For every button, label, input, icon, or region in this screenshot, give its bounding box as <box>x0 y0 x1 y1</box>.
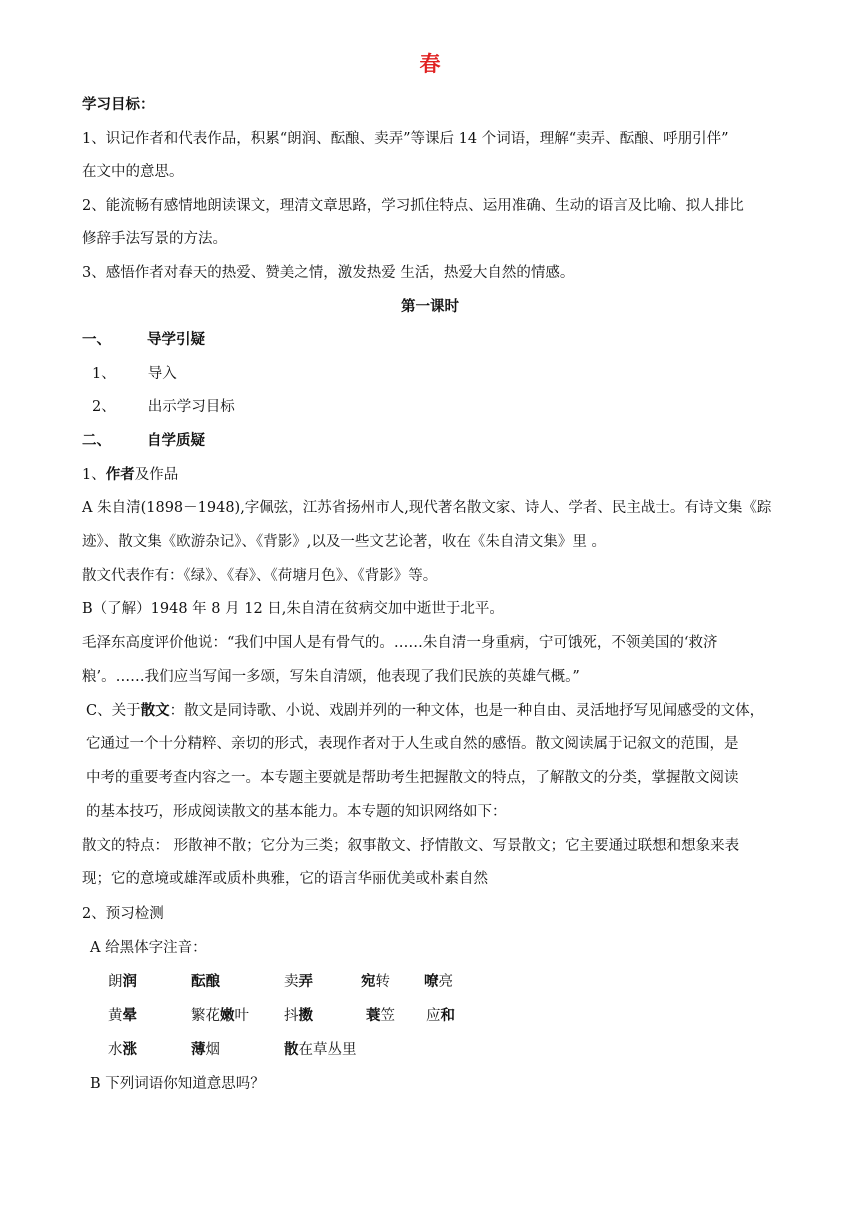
word: 应和 <box>426 1008 455 1024</box>
objective-2-line-1: 2、能流畅有感情地朗读课文，理清文章思路，学习抓住特点、运用准确、生动的语言及比喻、拟人排比 <box>82 198 744 214</box>
word: 嘹亮 <box>424 974 453 990</box>
section-2-title: 自学质疑 <box>147 433 205 449</box>
word: 抖擞 <box>284 1008 313 1024</box>
word: 酝酿 <box>191 974 220 990</box>
mao-quote-line-1: 毛泽东高度评价他说：“我们中国人是有骨气的。……朱自清一身重病，宁可饿死，不领美国的‘救济 <box>82 635 718 651</box>
sub-item-1: 1、 导入 <box>92 366 177 382</box>
section-2-number: 二、 <box>82 433 111 449</box>
objective-1-line-2: 在文中的意思。 <box>82 164 184 180</box>
author-heading: 1、作者及作品 <box>82 467 179 483</box>
objective-1-line-1: 1、识记作者和代表作品，积累“朗润、酝酿、卖弄”等课后 14 个词语，理解“卖弄、酝酿、呼朋引伴” <box>82 131 729 147</box>
prose-features-line-1: 散文的特点： 形散神不散；它分为三类；叙事散文、抒情散文、写景散文；它主要通过联想和想象来表 <box>82 838 740 854</box>
prose-c-line-4: 的基本技巧，形成阅读散文的基本能力。本专题的知识网络如下： <box>86 804 507 820</box>
author-b: B（了解）1948 年 8 月 12 日,朱自清在贫病交加中逝世于北平。 <box>82 601 504 617</box>
author-a-line-2: 迹》、散文集《欧游杂记》、《背影》,以及一些文艺论著，收在《朱自清文集》里 。 <box>82 534 606 550</box>
sub-item-2: 2、 出示学习目标 <box>92 399 235 415</box>
section-2-heading <box>82 431 782 451</box>
representative-works: 散文代表作有：《绿》、《春》、《荷塘月色》、《背影》等。 <box>82 568 438 584</box>
section-1-title: 导学引疑 <box>147 332 205 348</box>
page-title: 春 <box>419 52 441 76</box>
word: 繁花嫩叶 <box>191 1008 249 1024</box>
lesson-heading: 第一课时 <box>401 299 459 315</box>
pinyin-heading: A 给黑体字注音： <box>90 940 207 956</box>
objective-3: 3、感悟作者对春天的热爱、赞美之情，激发热爱 生活，热爱大自然的情感。 <box>82 265 575 281</box>
word: 水涨 <box>108 1042 137 1058</box>
meaning-heading: B 下列词语你知道意思吗？ <box>90 1076 265 1092</box>
word: 散在草丛里 <box>284 1042 357 1058</box>
prose-features-line-2: 现；它的意境或雄浑或质朴典雅，它的语言华丽优美或朴素自然 <box>82 871 488 887</box>
objective-2-line-2: 修辞手法写景的方法。 <box>82 231 227 247</box>
prose-c-line-2: 它通过一个十分精粹、亲切的形式，表现作者对于人生或自然的感悟。散文阅读属于记叙文的范围，是 <box>86 736 739 752</box>
preview-heading: 2、预习检测 <box>82 906 164 922</box>
author-a-line-1: A 朱自清(1898－1948),字佩弦，江苏省扬州市人,现代著名散文家、诗人、学者、民主战士。有诗文集《踪 <box>82 500 772 516</box>
section-1-heading <box>82 330 782 350</box>
objectives-heading: 学习目标： <box>82 97 155 113</box>
word: 薄烟 <box>191 1042 220 1058</box>
mao-quote-line-2: 粮’。……我们应当写闻一多颂，写朱自清颂，他表现了我们民族的英雄气概。” <box>82 669 580 685</box>
section-1-number: 一、 <box>82 332 111 348</box>
word: 黄晕 <box>108 1008 137 1024</box>
word: 蓑笠 <box>366 1008 395 1024</box>
prose-c-line-3: 中考的重要考查内容之一。本专题主要就是帮助考生把握散文的特点，了解散文的分类，掌握散文阅读 <box>86 770 739 786</box>
word: 卖弄 <box>284 974 313 990</box>
prose-c-line-1: C、关于散文：散文是同诗歌、小说、戏剧并列的一种文体，也是一种自由、灵活地抒写见闻感受的文体， <box>86 703 765 719</box>
word: 宛转 <box>361 974 390 990</box>
word: 朗润 <box>108 974 137 990</box>
